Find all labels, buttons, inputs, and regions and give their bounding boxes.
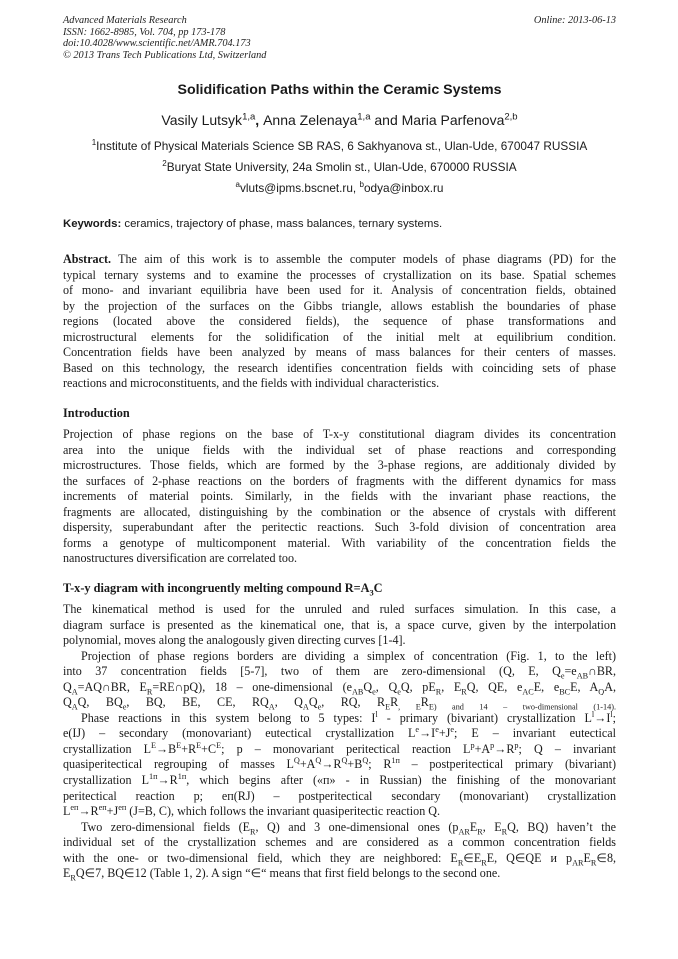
section-heading-txy: T-x-y diagram with incongruently melting compound $R=A_3C$ xyxy=(63,581,383,598)
body-line: $E_RQ\in 7$, BQ∈12 (Table 1, 2). A sign “∈“ means that first field belongs to the second one. xyxy=(63,866,501,882)
section-heading-introduction: Introduction xyxy=(63,406,130,420)
intro-line: Projection of phase regions on the base of T-x-y constitutional diagram divides its concentration xyxy=(63,427,616,441)
paper-title: Solidification Paths within the Ceramic Systems xyxy=(177,82,502,98)
doi[interactable]: doi:10.4028/www.scientific.net/AMR.704.173 xyxy=(63,38,251,50)
intro-line: nanostructures diversification are correlated too. xyxy=(63,551,298,566)
abstract-line: regions (located above the considered fields), the sequence of phase transformations and xyxy=(63,314,616,329)
keywords-text: ceramics, trajectory of phase, mass balances, ternary systems. xyxy=(121,218,443,230)
body-line: crystallization $L^{1п}\to R^{1п}$, which begins after («п» - in Russian) the finishing of the monovariant xyxy=(63,773,616,788)
issn: ISSN: 1662-8985, Vol. 704, pp 173-178 xyxy=(63,26,226,38)
intro-line: the surfaces of 2-phase reactions on the borders of fragments with the different dynamics for mass xyxy=(63,473,616,488)
body-line: $Q_AQ$, $BQ_e$, BQ, BE, CE, $RQ_A$, $Q_AQ_e$, RQ, $R_ER_{, E}R_{E) and 14 - two-dimensional (1-14).}$ xyxy=(63,695,616,711)
affiliation-2: $^2$Buryat State University, 24a Smolin st., Ulan-Ude, 670000 RUSSIA xyxy=(162,159,517,174)
abstract-line: by the projection of the surfaces on the Gibbs triangle, allows establish the boundaries of phase xyxy=(63,298,616,313)
body-line: The kinematical method is used for the unruled and ruled surfaces simulation. In this case, a xyxy=(63,602,616,616)
email-line[interactable]: $^a$vluts@ipms.bscnet.ru, $^b$odya@inbox.ru xyxy=(235,180,444,195)
intro-line: dispersity, superabundant after the peritectic reactions. Such 3-fold division of concentration area xyxy=(63,520,616,535)
abstract-line: Abstract. The aim of this work is to assemble the computer models of phase diagrams (PD) for the xyxy=(63,252,616,266)
body-line: $L^{eп}\to R^{eп}+J^{eп}$ (J=B, C), which follows the invariant quasiperitectic reaction Q. xyxy=(63,804,441,819)
abstract-line: Based on this technology, the research identifies concentration fields with coinciding sets of phase xyxy=(63,360,616,375)
journal-header xyxy=(63,15,616,61)
intro-line: forms a genotype of multicomponent material. With variability of the concentration fields the xyxy=(63,535,616,550)
body-line: e(IJ) – secondary (monovariant) eutectical crystallization $L^e\to I^e+J^e$; E – invariant eutectical xyxy=(63,726,616,741)
author-2: Anna Zelenaya xyxy=(263,112,358,128)
body-line: Two zero-dimensional fields ($E_R$, Q) and 3 one-dimensional ones ($p_{AR}E_R$, $E_RQ$, BQ) haven’t the xyxy=(81,819,616,836)
body-line: with the one- or two-dimensional field, which they are neighbored: $E_R\in E_RE$, Q∈QE и $p_{AR}E_R\in 8$, xyxy=(63,850,616,867)
intro-line: area into the unique fields with the individual set of phase reactions and corresponding xyxy=(63,442,616,457)
abstract-line: microstructural elements for the solidification of the initial melt at equilibrium condition. xyxy=(63,329,616,344)
body-line: $Q_A=AQ\cap BR$, $E_R=RE\cap pQ$), 18 – one-dimensional ($e_{AB}Q_e$, $Q_eQ$, $pE_R$, $E_RQ$, QE, $e_{AC}E$, $e_{BC}E$, $A_QA$, xyxy=(63,679,616,696)
body-line: Phase reactions in this system belong to 5 types: $I^l$ - primary (bivariant) crystallization $L^l\to I^l$; xyxy=(81,710,616,725)
abstract-line: reactions and microconstituents, and the fields with individual characteristics. xyxy=(63,376,440,391)
author-1: Vasily Lutsyk xyxy=(161,112,243,128)
intro-line: increments of material points. Similarly, in the fields with the invariant phase reactions, the xyxy=(63,489,616,504)
body-line: individual set of the crystallization schemes and are considered as a common concentration fields xyxy=(63,835,616,850)
abstract-line: of mono- and invariant equilibria have been used for it. Analysis of concentration fields, obtained xyxy=(63,283,616,298)
body-line: into 37 concentration fields [5-7], two of them are zero-dimensional (Q, E, $Q_e=e_{AB}\cap BR$, xyxy=(63,664,616,680)
abstract-label: Abstract. xyxy=(63,252,112,266)
online-date: Online: 2013-06-13 xyxy=(533,15,616,26)
abstract-line: Concentration fields have been analyzed by means of mass balances for their centers of masses. xyxy=(63,345,616,360)
keywords-label: Keywords: xyxy=(63,218,122,230)
author-list: Vasily Lutsyk$^{1,a}$, Anna Zelenaya$^{1,a}$ and Maria Parfenova$^{2,b}$ xyxy=(161,111,518,128)
intro-line: fragments are allocated, distinguishing by the combination or the absence of crystals with different xyxy=(63,504,616,519)
body-line: diagram surface is presented as the kinematical one, that is, a space curve, given by the interpolation xyxy=(63,617,616,632)
body-line: polynomial, moves along the analogously given directing curves [1-4]. xyxy=(63,633,406,648)
copyright: © 2013 Trans Tech Publications Ltd, Switzerland xyxy=(63,49,267,61)
journal-name: Advanced Materials Research xyxy=(63,15,187,26)
abstract xyxy=(63,252,616,392)
keywords xyxy=(63,218,616,230)
section2-body xyxy=(63,602,616,882)
body-line: Projection of phase regions borders are dividing a simplex of concentration (Fig. 1, to the left) xyxy=(81,648,616,663)
body-line: quasiperitectical regrouping of masses $L^Q+A^Q\to R^Q+B^Q$; $R^{1п}$ – postperitectical primary (bivariant) xyxy=(63,757,616,772)
affiliation-1: $^1$Institute of Physical Materials Science SB RAS, 6 Sakhyanova st., Ulan-Ude, 670047 RUSSIA xyxy=(91,138,588,153)
body-line: crystallization $L^E\to B^E+R^E+C^E$; p – monovariant peritectical reaction $L^p+A^p\to R^p$; Q – invariant xyxy=(63,741,616,756)
author-3: Maria Parfenova xyxy=(401,112,505,128)
body-line: peritectical reaction p; eп(RJ) – postperitectical secondary (monovariant) crystallization xyxy=(63,788,616,803)
introduction-body xyxy=(63,427,616,567)
intro-line: microstructures. Those fields, which are formed by the 3-phase regions, are additionaly divided by xyxy=(63,458,616,473)
abstract-line: typical ternary systems and to examine the processes of crystallization on its base. Spatial schemes xyxy=(63,267,616,282)
